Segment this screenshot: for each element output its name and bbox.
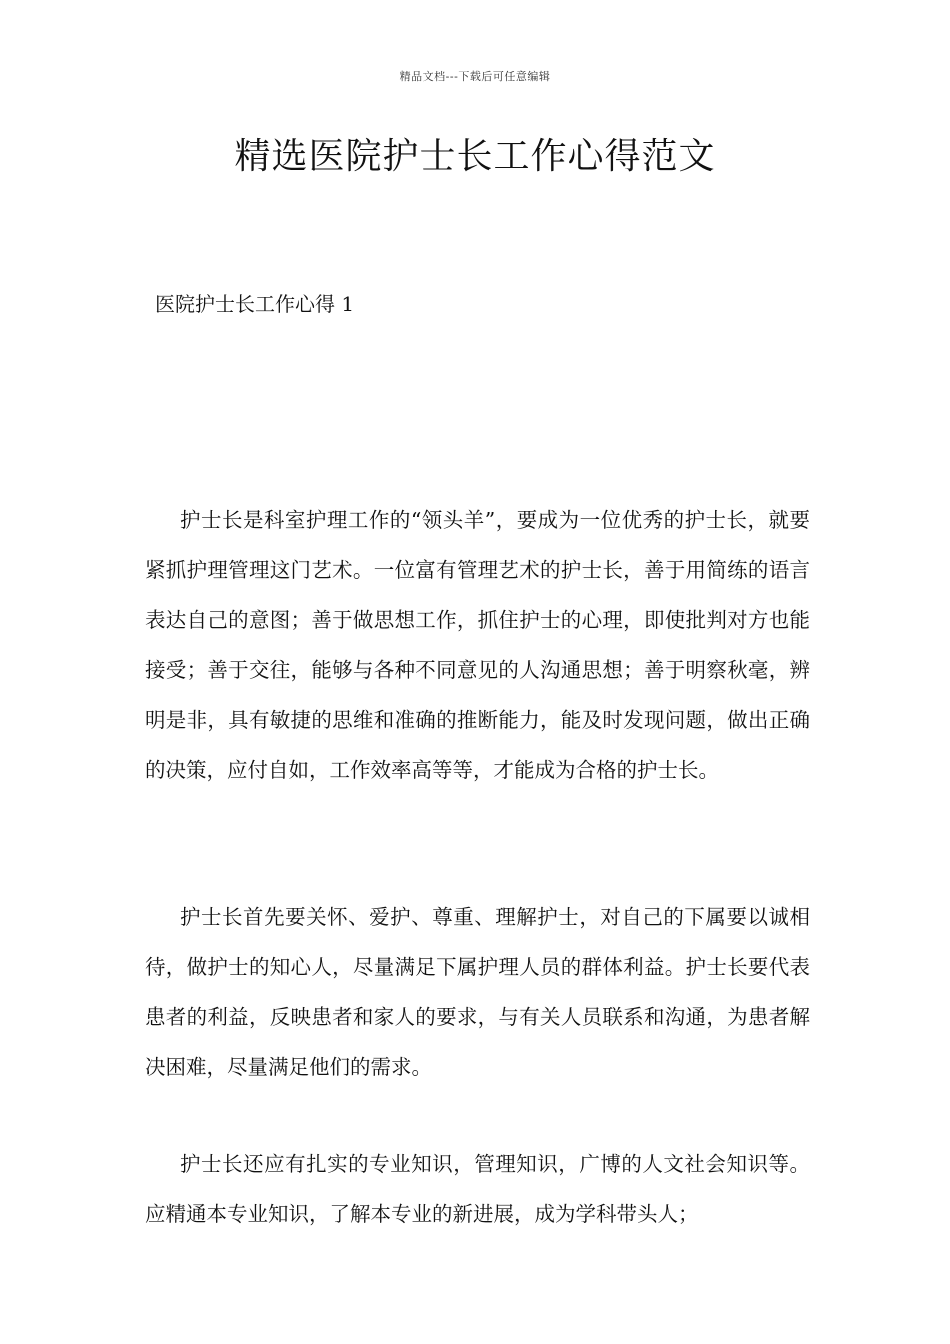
page-title: 精选医院护士长工作心得范文 [234,136,716,177]
section-heading: 医院护士长工作心得 1 [155,292,355,316]
body-paragraph: 护士长是科室护理工作的“领头羊”，要成为一位优秀的护士长，就要紧抓护理管理这门艺术。一位富有管理艺术的护士长，善于用简练的语言表达自己的意图；善于做思想工作，抓住护士的心理，即使批判对方也能接受；善于交往，能够与各种不同意见的人沟通思想；善于明察秋毫，辨明是非，具有敏捷的思维和准确的推断能力，能及时发现问题，做出正确的决策，应付自如，工作效率高等等，才能成为合格的护士长。 [145,507,810,782]
body-paragraph: 护士长首先要关怀、爱护、尊重、理解护士，对自己的下属要以诚相待，做护士的知心人，尽量满足下属护理人员的群体利益。护士长要代表患者的利益，反映患者和家人的要求，与有关人员联系和沟通，为患者解决困难，尽量满足他们的需求。 [145,904,810,1079]
header-note: 精品文档---下载后可任意编辑 [399,70,551,83]
body-paragraph: 护士长还应有扎实的专业知识，管理知识，广博的人文社会知识等。应精通本专业知识，了解本专业的新进展，成为学科带头人； [145,1151,810,1226]
